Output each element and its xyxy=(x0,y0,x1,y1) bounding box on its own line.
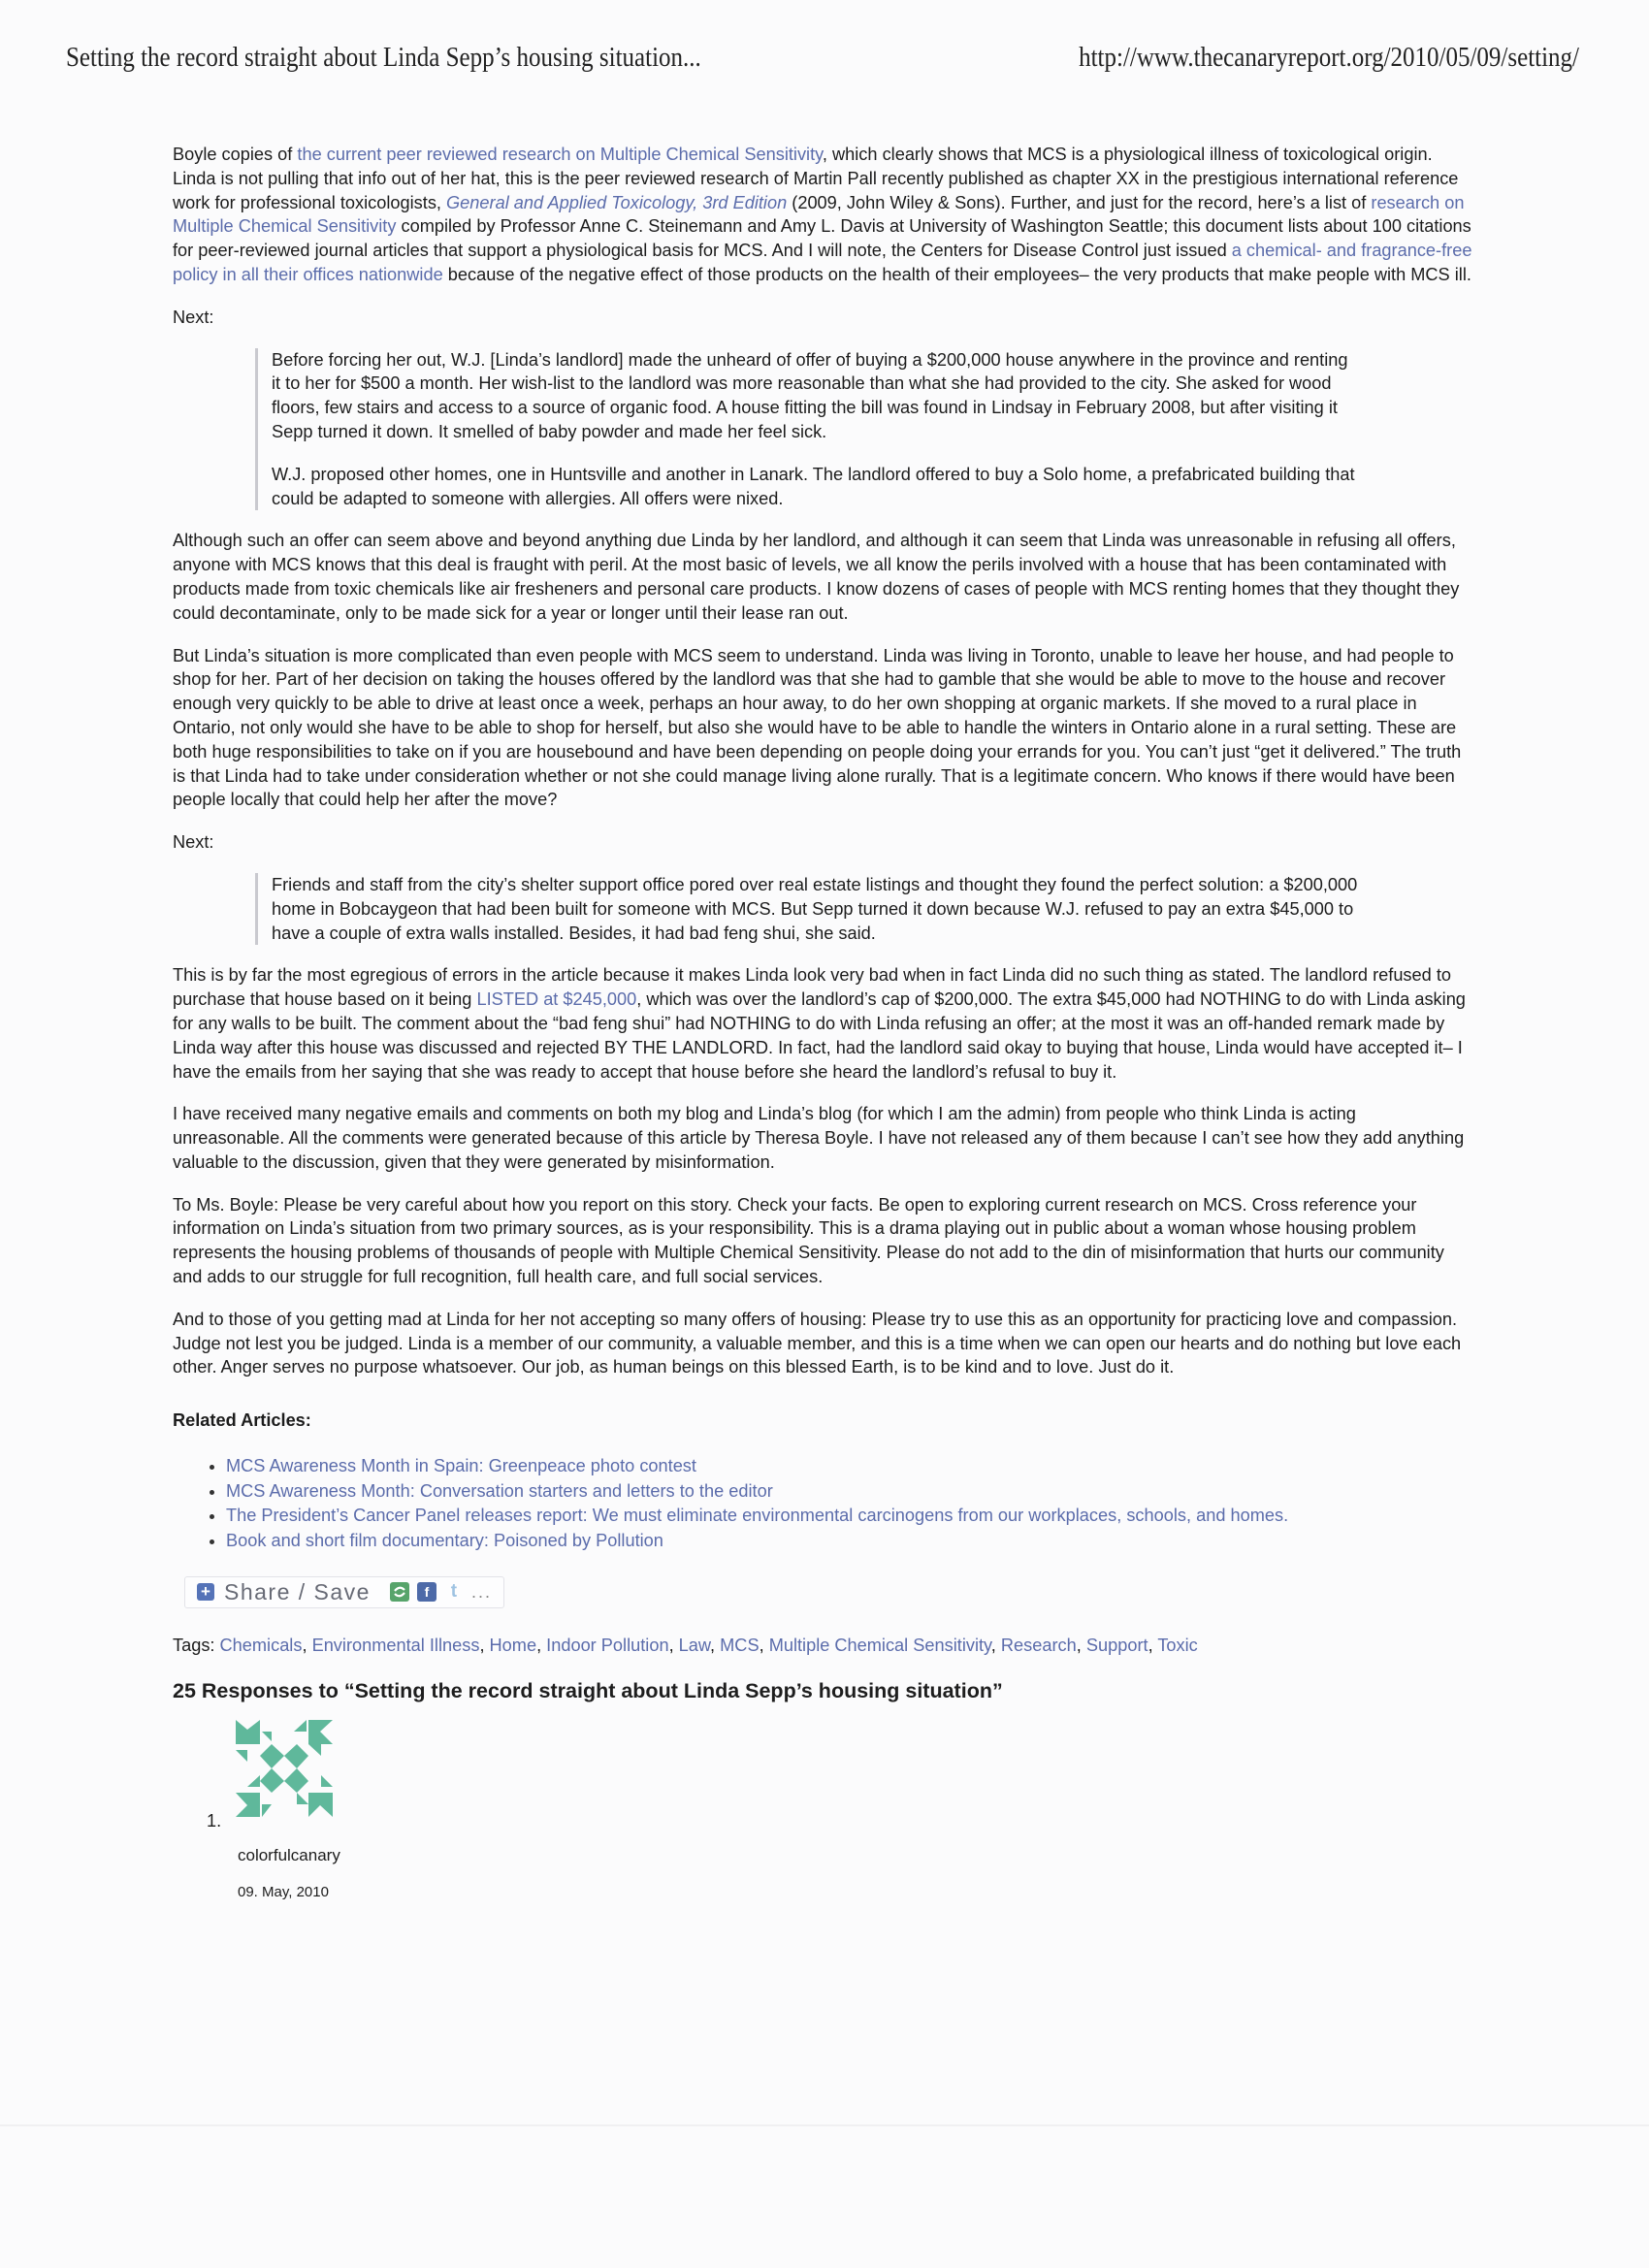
share-save-label: Share / Save xyxy=(224,1579,371,1605)
text: Boyle copies of xyxy=(173,145,298,164)
blockquote-bobcaygeon xyxy=(255,873,1358,945)
paragraph-to-ms-boyle: To Ms. Boyle: Please be very careful about how you report on this story. Check your facts. Be open to exploring current research on MCS. Cross reference your information on Linda’s situation from two primary sources, as is your responsibility. This is a drama playing out in public about a woman whose housing problem represents the housing problems of thousands of people with Multiple Chemical Sensitivity. Please do not add to the din of misinformation that hurts our community and adds to our struggle for full recognition, full health care, and full social services. xyxy=(173,1194,1444,1287)
text: (2009, John Wiley & Sons). Further, and just for the record, here’s a list of xyxy=(787,192,1372,212)
related-article-link[interactable]: The President’s Cancer Panel releases report: We must eliminate environmental carcinogens from our workplaces, schools, and homes. xyxy=(226,1506,1289,1526)
share-save-button[interactable] xyxy=(184,1576,504,1608)
text: , which was over the landlord’s cap of $200,000. The extra $45,000 had NOTHING to do with Linda asking for any walls to be built. The comment about the “bad feng shui” had NOTHING to do with Linda refusing an offer; at the most it was an off-handed remark made by Linda way after this house was discussed and rejected BY THE LANDLORD. In fact, had the landlord said okay to buying that house, Linda would have accepted it– I have the emails from her saying that she was ready to accept that house before she heard the landlord’s refusal to buy it. xyxy=(173,989,1466,1082)
print-page-url: http://www.thecanaryreport.org/2010/05/09/setting/ xyxy=(1079,43,1579,74)
quote-paragraph: W.J. proposed other homes, one in Huntsville and another in Lanark. The landlord offered to buy a Solo home, a prefabricated building that could be adapted to someone with allergies. All offers were nixed. xyxy=(272,464,1355,508)
tag-link[interactable]: Support xyxy=(1085,1635,1148,1655)
twitter-icon[interactable]: t xyxy=(450,1581,458,1603)
text: compiled by Professor Anne C. Steinemann and Amy L. Davis at University of Washington Seattle; this document lists about 100 citations for peer-reviewed journal articles that support a physiological basis for MCS. And I will note, the Centers for Disease Control just issued xyxy=(173,216,1471,261)
next-label: Next: xyxy=(173,307,214,327)
tag-link[interactable]: Multiple Chemical Sensitivity xyxy=(768,1635,991,1655)
paragraph-love-compassion: And to those of you getting mad at Linda for her not accepting so many offers of housing: Please try to use this as an opportunity for practicing love and compassion. Judge not lest you be judged. Linda is a member of our community, a valuable member, and this is a time when we can open our hearts and do nothing but love each other. Anger serves no purpose whatsoever. Our job, as human beings on this blessed Earth, is to be kind and to love. Just do it. xyxy=(173,1309,1462,1377)
blockquote-offers xyxy=(255,348,1358,511)
print-header xyxy=(66,43,1579,74)
tag-link[interactable]: Toxic xyxy=(1157,1635,1198,1655)
tag-link[interactable]: Home xyxy=(489,1635,537,1655)
link-listed-price[interactable]: LISTED at $245,000 xyxy=(476,989,637,1010)
tag-link[interactable]: Indoor Pollution xyxy=(546,1635,669,1655)
related-article-item xyxy=(226,1479,1472,1505)
tags-line: Tags: Chemicals, Environmental Illness, Home, Indoor Pollution, Law, MCS, Multiple Chemical Sensitivity, Research, Support, Toxic xyxy=(173,1635,1198,1655)
article-content xyxy=(173,143,1472,1914)
related-articles-heading: Related Articles: xyxy=(173,1410,311,1431)
related-article-item xyxy=(226,1529,1472,1554)
tag-link[interactable]: MCS xyxy=(720,1635,760,1655)
sharethis-icon[interactable] xyxy=(390,1582,409,1602)
comment-date: 09. May, 2010 xyxy=(238,1884,329,1901)
link-mcs-research-list[interactable]: research on Multiple Chemical Sensitivity xyxy=(173,192,1465,237)
next-label: Next: xyxy=(173,832,214,853)
tag-link[interactable]: Research xyxy=(1000,1635,1077,1655)
comment-number: 1. xyxy=(207,1811,222,1831)
facebook-icon[interactable]: f xyxy=(417,1582,436,1602)
related-article-link[interactable]: MCS Awareness Month: Conversation starters and letters to the editor xyxy=(226,1480,773,1501)
text: This is by far the most egregious of errors in the article because it makes Linda look very bad when in fact Linda did no such thing as stated. The landlord refused to purchase that house based on it being xyxy=(173,965,1451,1010)
related-articles-list xyxy=(173,1454,1472,1553)
related-article-link[interactable]: Book and short film documentary: Poisoned by Pollution xyxy=(226,1530,663,1550)
quote-paragraph: Before forcing her out, W.J. [Linda’s landlord] made the unheard of offer of buying a $200,000 house anywhere in the province and renting it to her for $500 a month. Her wish-list to the landlord was more reasonable than what she had provided to the city. She asked for wood floors, few stairs and access to a source of organic food. A house fitting the bill was found in Lindsay in February 2008, but after visiting it Sepp turned it down. It smelled of baby powder and made her feel sick. xyxy=(272,349,1348,441)
paragraph-peril: Although such an offer can seem above and beyond anything due Linda by her landlord, and although it can seem that Linda was unreasonable in refusing all offers, anyone with MCS knows that this deal is fraught with peril. At the most basic of levels, we all know the perils involved with a house that has been contaminated with products made from toxic chemicals like air fresheners and personal care products. I know dozens of cases of people with MCS renting homes that they thought they could decontaminate, only to be made sick for a year or longer until their lease ran out. xyxy=(173,531,1460,623)
paper-fold-line xyxy=(0,2124,1649,2126)
text: , which clearly shows that MCS is a physiological illness of toxicological origin. Linda is not pulling that info out of her hat, this is the peer reviewed research of Martin Pall recently published as chapter XX in the prestigious international reference work for professional toxicologists, xyxy=(173,145,1459,212)
paragraph-complicated: But Linda’s situation is more complicated than even people with MCS seem to understand. Linda was living in Toronto, unable to leave her house, and had people to shop for her. Part of her decision on taking the houses offered by the landlord was that she had to gamble that she would be able to move to the house and recover enough very quickly to be able to drive at least once a week, perhaps an hour away, to do her own shopping at organic markets. If she moved to a rural place in Ontario, not only would she have to be able to shop for herself, but also she would have to be able to handle the winters in Ontario alone in a rural setting. These are both huge responsibilities to take on if you are housebound and have been depending on people doing your errands for you. You can’t just “get it delivered.” The truth is that Linda had to take under consideration whether or not she could manage living alone rurally. That is a legitimate concern. Who knows if there would have been people locally that could help her after the move? xyxy=(173,645,1462,810)
related-article-item xyxy=(226,1454,1472,1479)
print-page-title: Setting the record straight about Linda Sepp’s housing situation... xyxy=(66,43,701,74)
related-article-link[interactable]: MCS Awareness Month in Spain: Greenpeace photo contest xyxy=(226,1456,696,1476)
paragraph-egregious-errors xyxy=(173,963,1472,1084)
avatar-identicon xyxy=(236,1720,333,1817)
paragraph-negative-emails: I have received many negative emails and comments on both my blog and Linda’s blog (for which I am the admin) from people who think Linda is acting unreasonable. All the comments were generated because of this article by Theresa Boyle. I have not released any of them because I can’t see how they add anything valuable to the discussion, given that they were generated by misinformation. xyxy=(173,1104,1465,1172)
text: because of the negative effect of those products on the health of their employees– the very products that make people with MCS ill. xyxy=(442,264,1471,284)
link-general-applied-toxicology[interactable]: General and Applied Toxicology, 3rd Edition xyxy=(446,192,788,212)
tag-link[interactable]: Chemicals xyxy=(219,1635,303,1655)
quote-paragraph: Friends and staff from the city’s shelter support office pored over real estate listings and thought they found the perfect solution: a $200,000 home in Bobcaygeon that had been built for someone with MCS. But Sepp turned it down because W.J. refused to pay an extra $45,000 to have a couple of extra walls installed. Besides, it had bad feng shui, she said. xyxy=(272,874,1358,943)
related-article-item xyxy=(226,1504,1472,1529)
share-plus-icon: + xyxy=(197,1583,214,1601)
more-share-options[interactable]: ... xyxy=(470,1582,492,1603)
paragraph-research xyxy=(173,143,1472,287)
tags-label: Tags: xyxy=(173,1635,215,1655)
responses-heading: 25 Responses to “Setting the record straight about Linda Sepp’s housing situation” xyxy=(173,1678,1003,1702)
tag-link[interactable]: Law xyxy=(678,1635,711,1655)
comment-item xyxy=(207,1720,1472,1914)
link-peer-reviewed-research[interactable]: the current peer reviewed research on Multiple Chemical Sensitivity xyxy=(297,145,823,164)
comment-author[interactable]: colorfulcanary xyxy=(238,1846,340,1865)
link-cdc-fragrance-free-policy[interactable]: a chemical- and fragrance-free policy in all their offices nationwide xyxy=(173,241,1472,284)
tag-link[interactable]: Environmental Illness xyxy=(311,1635,480,1655)
